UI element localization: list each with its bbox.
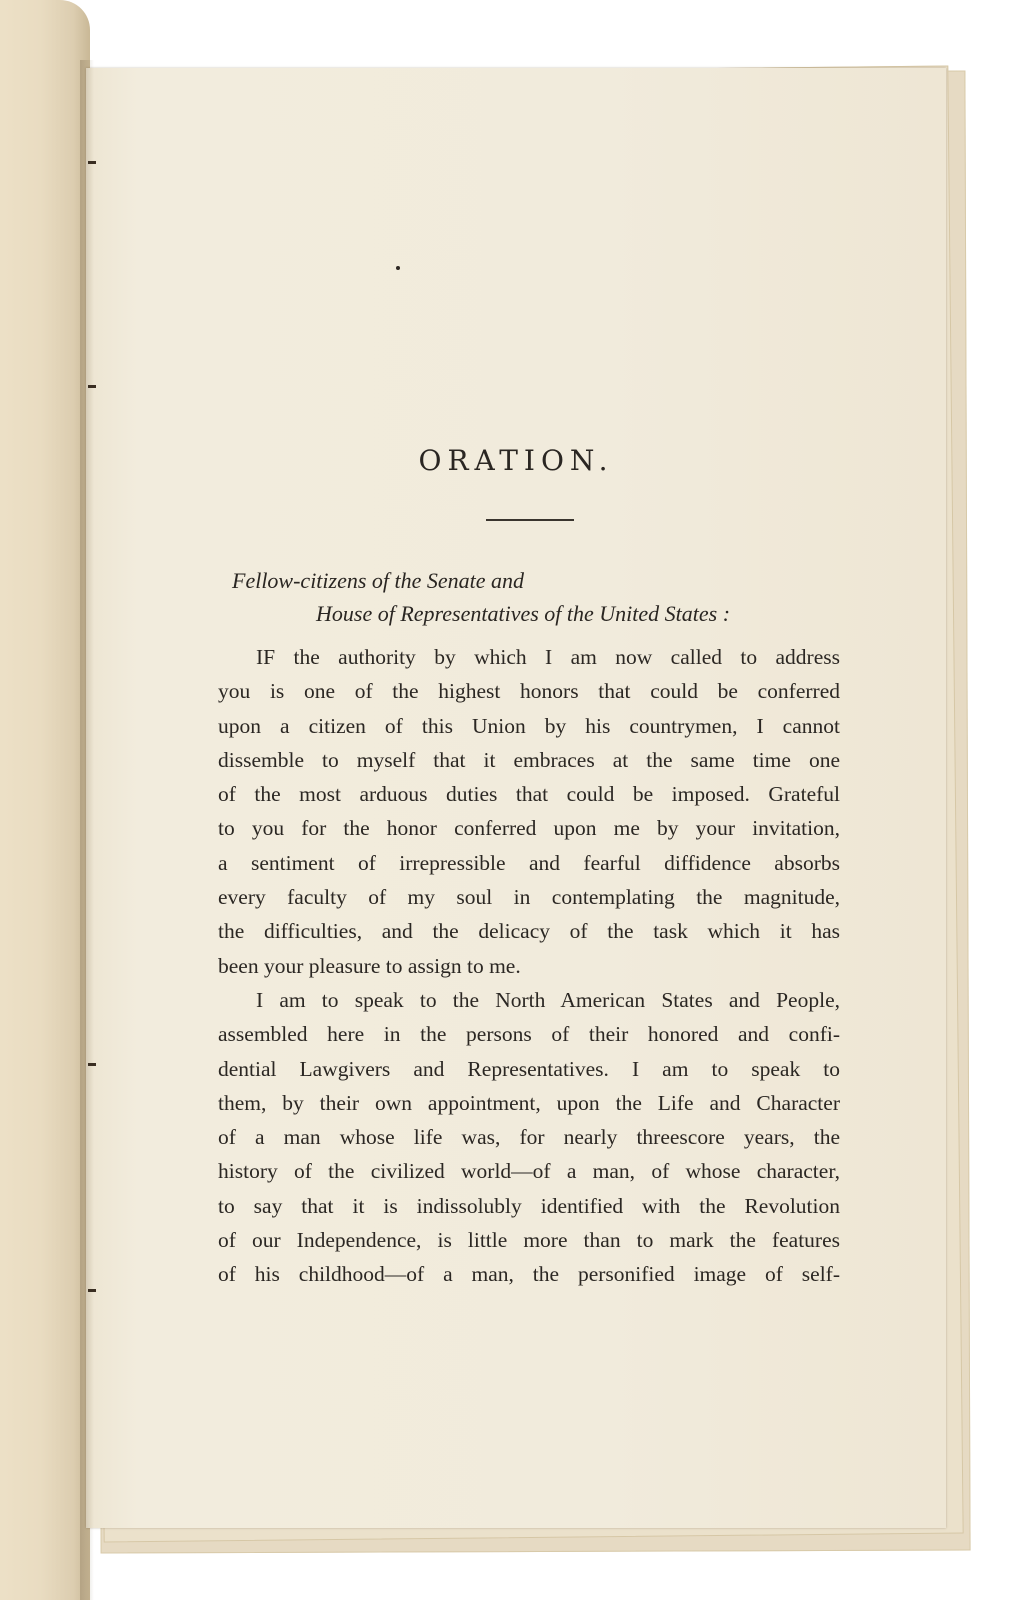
- text-line: assembled here in the persons of their honored and confi-: [218, 1022, 840, 1047]
- text-line: the difficulties, and the delicacy of the task which it has: [218, 919, 840, 944]
- title-rule: [486, 519, 574, 521]
- text-line: of the most arduous duties that could be imposed. Grateful: [218, 782, 840, 807]
- paragraph-2: [218, 983, 840, 1292]
- text-line: of his childhood—of a man, the personified image of self-: [218, 1262, 840, 1287]
- text-line: of a man whose life was, for nearly threescore years, the: [218, 1125, 840, 1150]
- text-line: upon a citizen of this Union by his countrymen, I cannot: [218, 713, 840, 738]
- text-line: you is one of the highest honors that could be conferred: [218, 679, 840, 704]
- binding-mark: [88, 161, 96, 164]
- binding-mark: [88, 385, 96, 388]
- left-page-edge: [0, 0, 90, 1600]
- text-line: every faculty of my soul in contemplating the magnitude,: [218, 885, 840, 910]
- text-line: dential Lawgivers and Representatives. I am to speak to: [218, 1056, 840, 1081]
- text-line: them, by their own appointment, upon the Life and Character: [218, 1090, 840, 1115]
- text-line: been your pleasure to assign to me.: [218, 953, 521, 978]
- paragraph-1: [218, 640, 840, 983]
- text-line: to you for the honor conferred upon me by your invitation,: [218, 816, 840, 841]
- salutation: [232, 564, 852, 630]
- text-line: history of the civilized world—of a man, of whose character,: [218, 1159, 840, 1184]
- ink-speck: [396, 266, 400, 270]
- text-line: to say that it is indissolubly identified with the Revolution: [218, 1193, 840, 1218]
- binding-thread-marks: [88, 0, 98, 1600]
- salutation-line-2: House of Representatives of the United States :: [316, 601, 731, 626]
- binding-mark: [88, 1063, 96, 1066]
- text-line: dissemble to myself that it embraces at the same time one: [218, 747, 840, 772]
- text-line: I am to speak to the North American States and People,: [256, 988, 840, 1012]
- text-line: a sentiment of irrepressible and fearful diffidence absorbs: [218, 850, 840, 875]
- text-line: of our Independence, is little more than to mark the features: [218, 1228, 840, 1253]
- text-line: IF the authority by which I am now called to address: [256, 645, 840, 669]
- page-title: ORATION.: [418, 444, 614, 477]
- binding-mark: [88, 1289, 96, 1292]
- salutation-line-1: Fellow-citizens of the Senate and: [232, 568, 525, 593]
